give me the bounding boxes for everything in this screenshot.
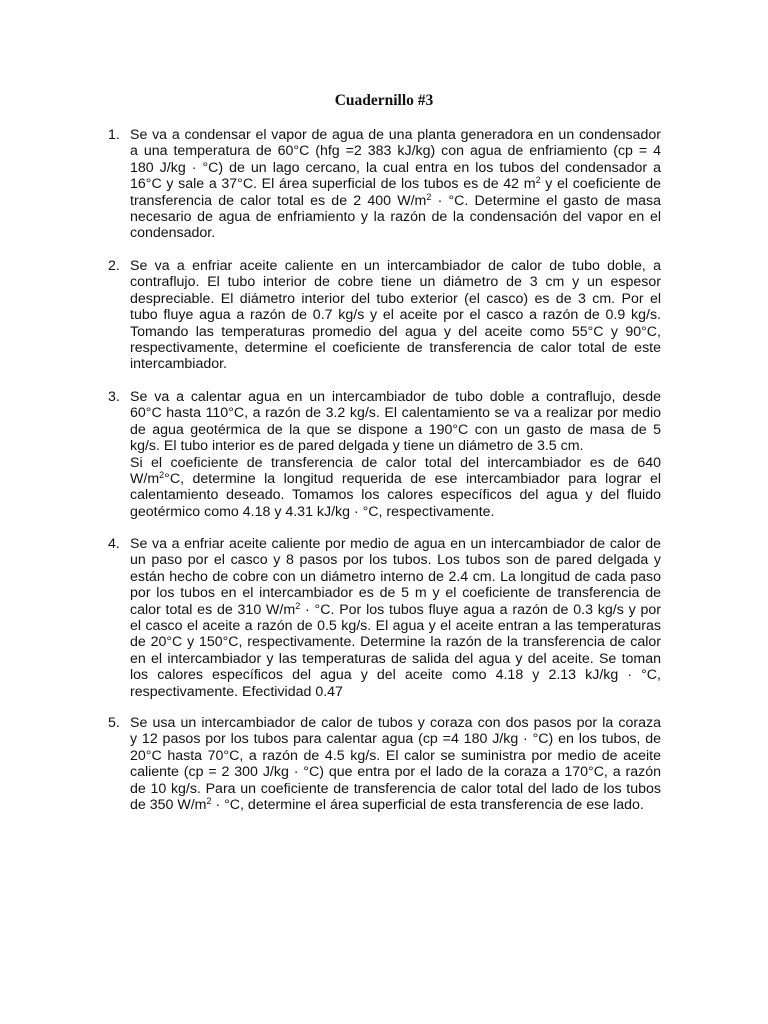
- problem-line: 180 J/kg · °C) de un lago cercano, la cual entra en los tubos del condensador a: [130, 159, 661, 176]
- problem-line: 16°C y sale a 37°C. El área superficial de los tubos es de 42 $m^2$ y el coeficiente de: [130, 175, 661, 193]
- problem-line: Se va a calentar agua en un intercambiador de tubo doble a contraflujo, desde: [130, 389, 661, 405]
- problem-line: y 12 pasos por los tubos para calentar agua (cp =4 180 J/kg · °C) en los tubos, de: [130, 731, 661, 748]
- problem-2: [108, 258, 661, 373]
- superscript-two: 2: [535, 175, 541, 186]
- superscript-two: 2: [159, 469, 165, 480]
- problem-line: un paso por el casco y 8 pasos por los tubos. Los tubos son de pared delgada y: [130, 552, 661, 569]
- problem-line: en el intercambiador y las temperaturas de salida del agua y del aceite. Se toman: [130, 650, 661, 667]
- problem-number: 5.: [108, 715, 120, 731]
- problem-line: de agua geotérmica de la que se dispone a 190°C con un gasto de masa de 5: [130, 421, 661, 438]
- problem-line: los calores específicos del agua y del aceite como 4.18 y 2.13 kJ/kg · °C,: [130, 667, 661, 684]
- problem-line: a una temperatura de 60°C (hfg =2 383 kJ/kg) con agua de enfriamiento (cp = 4: [130, 143, 661, 160]
- problem-number: 4.: [108, 536, 120, 552]
- problem-number: 2.: [108, 258, 120, 274]
- problem-line: respectivamente. Efectividad 0.47: [130, 683, 343, 700]
- problem-line: $W/m^2^\circ C$, determine la longitud requerida de ese intercambiador para lograr el: [130, 469, 661, 487]
- problem-line: intercambiador.: [130, 356, 227, 373]
- problem-line: necesario de agua de enfriamiento y la razón de la condensación del vapor en el: [130, 208, 661, 225]
- problem-line: de 10 kg/s. Para un coeficiente de transferencia de calor total del lado de los tubos: [130, 780, 661, 797]
- problem-line: caliente (cp = 2 300 J/kg · °C) que entra por el lado de la coraza a 170°C, a razón: [130, 764, 661, 781]
- problem-5: [108, 715, 661, 813]
- problem-line: de 350 $W/m^2 \cdot ^\circ C$, determine el área superficial de esta transferencia de ese lado.: [130, 795, 644, 813]
- problem-line: despreciable. El diámetro interior del tubo exterior (el casco) es de 3 cm. Por el: [130, 290, 661, 307]
- problem-line: transferencia de calor total es de 2 400 $W/m^2 \cdot ^\circ C$. Determine el gasto de masa: [130, 191, 661, 209]
- problem-line: respectivamente, determine el coeficiente de transferencia de calor total de este: [130, 339, 661, 356]
- problem-number: 3.: [108, 389, 120, 405]
- problem-line: tubo fluye agua a razón de 0.7 kg/s y el aceite por el casco a razón de 0.9 kg/s.: [130, 307, 661, 324]
- problem-line: contraflujo. El tubo interior de cobre tiene un diámetro de 3 cm y un espesor: [130, 274, 661, 291]
- problem-line: Se va a condensar el vapor de agua de una planta generadora en un condensador: [130, 127, 661, 143]
- problem-line: calor total es de 310 $W/m^2 \cdot ^\circ C$. Por los tubos fluye agua a razón de 0.3 kg/s y por: [130, 600, 661, 618]
- problem-line: geotérmico como 4.18 y 4.31 kJ/kg · °C, respectivamente.: [130, 503, 495, 520]
- problem-line: el casco el aceite a razón de 0.5 kg/s. El agua y el aceite entran a las temperaturas: [130, 617, 661, 634]
- problem-line: Tomando las temperaturas promedio del agua y del aceite como 55°C y 90°C,: [130, 323, 661, 340]
- problem-4: [108, 536, 661, 700]
- problem-line: están hecho de cobre con un diámetro interno de 2.4 cm. La longitud de cada paso: [130, 568, 661, 585]
- problem-line: calentamiento deseado. Tomamos los calores específicos del agua y del fluido: [130, 487, 661, 504]
- problem-line: 60°C hasta 110°C, a razón de 3.2 kg/s. El calentamiento se va a realizar por medio: [130, 405, 661, 422]
- superscript-two: 2: [426, 191, 432, 202]
- problem-line: 20°C hasta 70°C, a razón de 4.5 kg/s. El calor se suministra por medio de aceite: [130, 747, 661, 764]
- problem-line: Se usa un intercambiador de calor de tubos y coraza con dos pasos por la coraza: [130, 715, 661, 731]
- problem-line: condensador.: [130, 225, 216, 242]
- problem-line: Se va a enfriar aceite caliente en un intercambiador de calor de tubo doble, a: [130, 258, 661, 274]
- problem-line: Si el coeficiente de transferencia de calor total del intercambiador es de 640: [130, 454, 661, 471]
- superscript-two: 2: [206, 795, 212, 806]
- superscript-two: 2: [295, 600, 301, 611]
- document-title: Cuadernillo #3: [334, 92, 434, 109]
- problem-1: [108, 127, 661, 242]
- problem-number: 1.: [108, 127, 120, 143]
- problem-3: [108, 389, 661, 520]
- problem-line: Se va a enfriar aceite caliente por medio de agua en un intercambiador de calor de: [130, 536, 661, 552]
- problem-line: por los tubos en el intercambiador es de 5 m y el coeficiente de transferencia de: [130, 585, 661, 602]
- problem-line: de 20°C y 150°C, respectivamente. Determine la razón de la transferencia de calor: [130, 634, 661, 651]
- problem-line: kg/s. El tubo interior es de pared delgada y tiene un diámetro de 3.5 cm.: [130, 438, 584, 455]
